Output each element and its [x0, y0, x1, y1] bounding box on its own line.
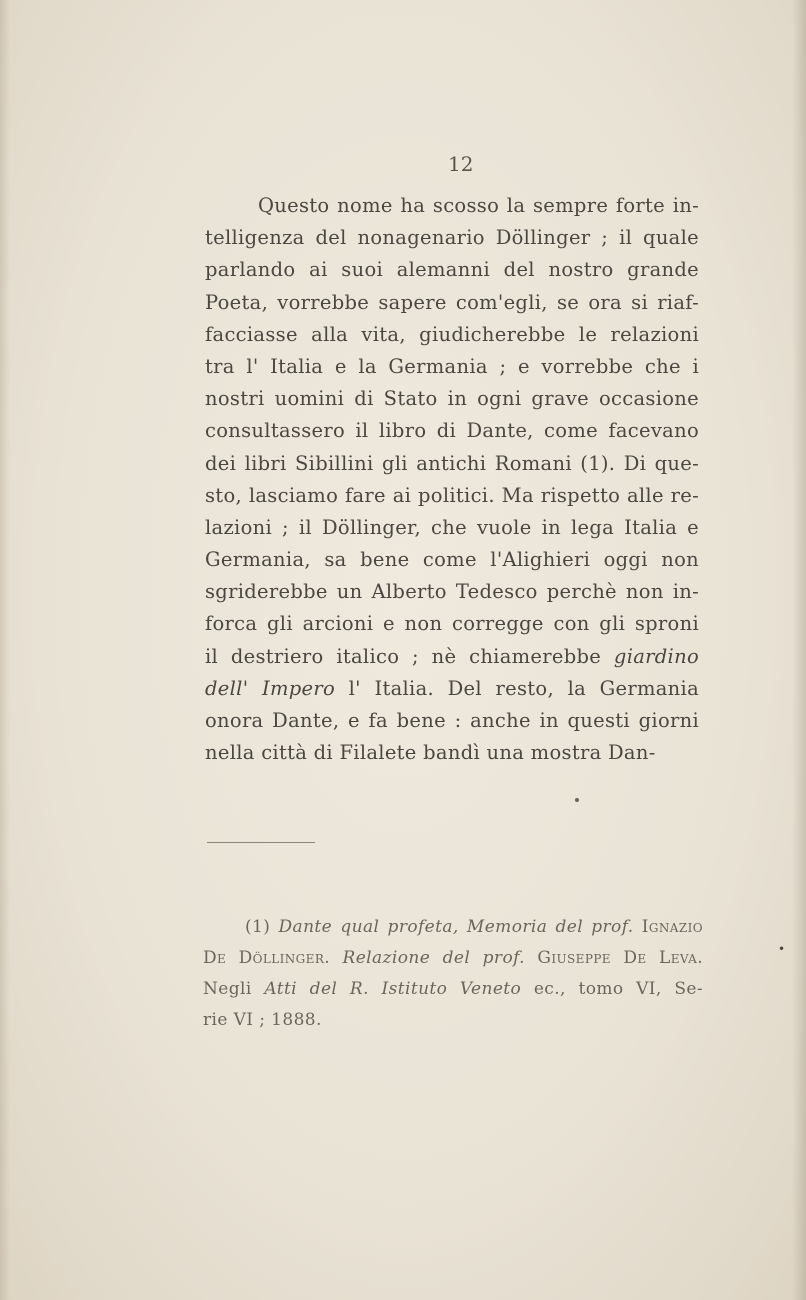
- text-line: lazioni ; il Döllinger, che vuole in lega Italia e: [205, 515, 699, 539]
- italic-text: giardino: [613, 644, 699, 668]
- italic-text: dell' Impero: [205, 676, 336, 700]
- text-line: dell' Impero l' Italia. Del resto, la Germania: [205, 676, 700, 700]
- text-line: nostri uomini di Stato in ogni grave occasione: [205, 387, 699, 411]
- text-line: Germania, sa bene come l'Alighieri oggi non: [205, 548, 699, 572]
- text-line: parlando ai suoi alemanni del nostro grande: [205, 258, 699, 282]
- text-line: consultassero il libro di Dante, come facevano: [205, 419, 699, 443]
- text-line: onora Dante, e fa bene : anche in questi giorni: [205, 709, 699, 732]
- text-line: dei libri Sibillini gli antichi Romani (1). Di que-: [205, 451, 699, 475]
- footnote-line: (1) Dante qual profeta, Memoria del prof. Ignazio: [245, 917, 703, 937]
- text-line: nella città di Filalete bandì una mostra Dan-: [205, 741, 656, 765]
- body-text: [205, 190, 699, 769]
- margin-mark: •: [778, 942, 786, 956]
- text-line: sto, lasciamo fare ai politici. Ma rispetto alle re-: [205, 483, 699, 507]
- text-line: sgriderebbe un Alberto Tedesco perchè non in-: [205, 580, 699, 604]
- page-right-edge: [792, 0, 806, 1300]
- text-line: telligenza del nonagenario Döllinger ; il quale: [205, 226, 699, 250]
- footnote-line: rie VI ; 1888.: [203, 1010, 322, 1030]
- page-number: 12: [448, 152, 474, 176]
- text-line: Poeta, vorrebbe sapere com'egli, se ora si riaf-: [205, 290, 699, 314]
- text-line: forca gli arcioni e non corregge con gli sproni: [205, 612, 699, 636]
- footnote-line: De Döllinger. Relazione del prof. Giuseppe De Leva.: [203, 948, 703, 968]
- text-line: facciasse alla vita, giudicherebbe le relazioni: [205, 322, 699, 346]
- page-left-edge: [0, 0, 10, 1300]
- footnote-line: Negli Atti del R. Istituto Veneto ec., tomo VI, Se-: [203, 979, 704, 999]
- ink-dot: [575, 798, 579, 802]
- footnote-rule: [207, 842, 315, 843]
- text-line: tra l' Italia e la Germania ; e vorrebbe che i: [205, 354, 699, 378]
- text-line: il destriero italico ; nè chiamerebbe giardino: [205, 644, 699, 668]
- text-line: Questo nome ha scosso la sempre forte in-: [258, 194, 699, 217]
- footnote: [203, 912, 703, 1036]
